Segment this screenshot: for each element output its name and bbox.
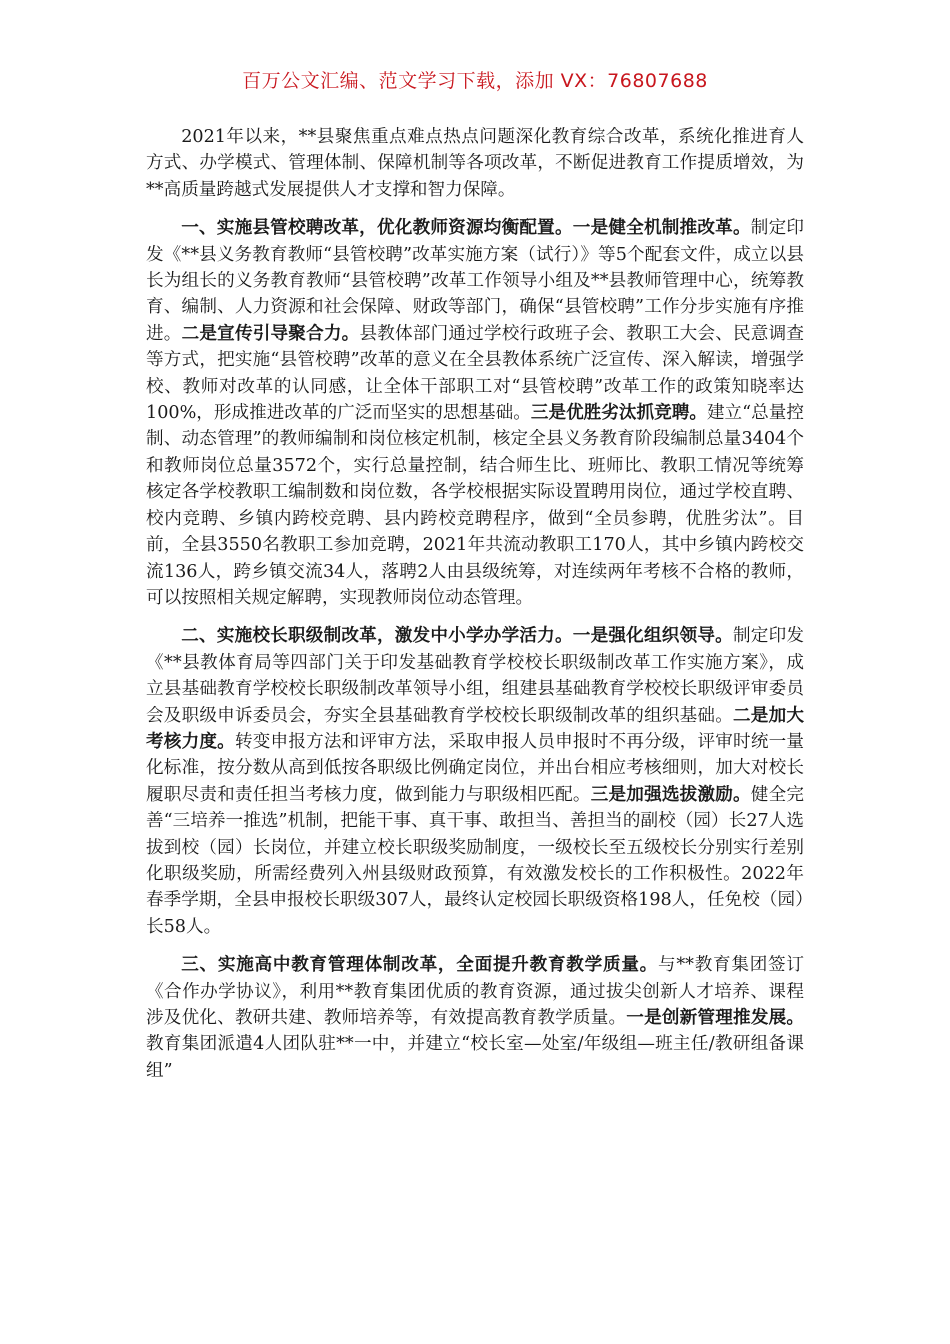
text-run: 转变申报方法和评审方法，采取申报人员申报时不再分级，评审时统一量化标准，按分数从高到低按各职级比例确定岗位，并出台相应考核细则，加大对校长履职尽责和责任担当考核力度，做到能力与职级相匹配。 [146,731,804,805]
text-run: 与**教育集团签订《合作办学协议》，利用**教育集团优质的教育资源，通过拔尖创新人才培养、课程涉及优化、教研共建、教师培养等，有效提高教育教学质量。 [146,955,804,1028]
paragraph-section-2 [146,623,804,940]
section-heading: 二、实施校长职级制改革，激发中小学办学活力。一是强化组织领导。 [181,625,733,647]
paragraph-section-3 [146,952,804,1084]
sub-heading: 三是优胜劣汰抓竞聘。 [530,402,707,424]
sub-heading: 一是创新管理推发展。 [626,1007,804,1028]
section-heading: 三、实施高中教育管理体制改革，全面提升教育教学质量。 [181,954,659,976]
paragraph-section-1 [146,215,804,611]
text-run: 制定印发《**县义务教育教师“县管校聘”改革实施方案（试行）》等5个配套文件，成立以县长为组长的义务教育教师“县管校聘”改革工作领导小组及**县教师管理中心，统筹教育、编制、人力资源和社会保障、财政等部门，确保“县管校聘”工作分步实施有序推进。 [146,218,804,344]
sub-heading: 二是宣传引导聚合力。 [181,322,360,344]
text-run: 制定印发《**县教体育局等四部门关于印发基础教育学校校长职级制改革工作实施方案》，成立县基础教育学校校长职级制改革领导小组，组建县基础教育学校校长职级评审委员会及职级申诉委员会，夯实全县基础教育学校校长职级制改革的组织基础。 [146,626,804,726]
section-heading: 一、实施县管校聘改革，优化教师资源均衡配置。一是健全机制推改革。 [181,217,751,239]
sub-heading: 三是加强选拔激励。 [590,783,751,805]
text-run: 县教体部门通过学校行政班子会、教职工大会、民意调查等方式，把实施“县管校聘”改革的意义在全县教体系统广泛宣传、深入解读，增强学校、教师对改革的认同感，让全体干部职工对“县管校聘”改革工作的政策知晓率达100%，形成推进改革的广泛而坚实的思想基础。 [146,323,804,424]
sub-heading: 二是加大考核力度。 [146,704,804,752]
text-run: 健全完善“三培养一推选”机制，把能干事、真干事、敢担当、善担当的副校（园）长27人选拔到校（园）长岗位，并建立校长职级奖励制度，一级校长至五级校长分别实行差别化职级奖励，所需经费列入州县级财政预算，有效激发校长的工作积极性。2022年春季学期，全县申报校长职级307人，最终认定校园长职级资格198人，任免校（园）长58人。 [146,784,804,937]
document-body [146,124,804,1096]
paragraph-intro [146,124,804,203]
header-watermark-text: 百万公文汇编、范文学习下载，添加 VX：76807688 [242,70,708,92]
text-run: 教育集团派遣4人团队驻**一中，并建立“校长室—处室/年级组—班主任/教研组备课组” [146,1034,804,1081]
text-run: 2021年以来，**县聚焦重点难点热点问题深化教育综合改革，系统化推进育人方式、办学模式、管理体制、保障机制等各项改革，不断促进教育工作提质增效，为**高质量跨越式发展提供人才支撑和智力保障。 [146,127,804,200]
text-run: 建立“总量控制、动态管理”的教师编制和岗位核定机制，核定全县义务教育阶段编制总量3404个和教师岗位总量3572个，实行总量控制，结合师生比、班师比、教职工情况等统筹核定各学校教职工编制数和岗位数，各学校根据实际设置聘用岗位，通过学校直聘、校内竞聘、乡镇内跨校竞聘、县内跨校竞聘程序，做到“全员参聘，优胜劣汰”。目前，全县3550名教职工参加竞聘，2021年共流动教职工170人，其中乡镇内跨校交流136人，跨乡镇交流34人，落聘2人由县级统筹，对连续两年考核不合格的教师，可以按照相关规定解聘，实现教师岗位动态管理。 [146,403,804,608]
